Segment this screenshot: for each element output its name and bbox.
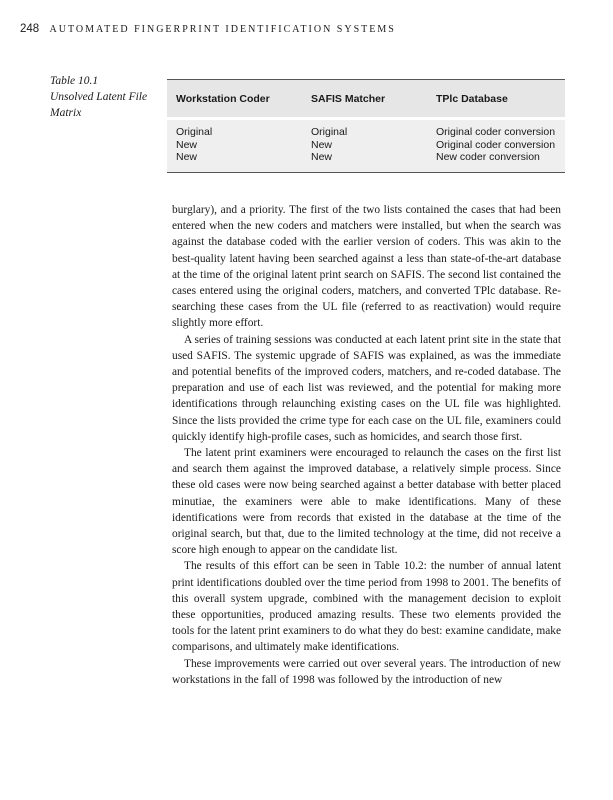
table-caption-line-2: Matrix (50, 107, 82, 119)
table-header-row (167, 79, 565, 117)
table-cell: Original coder conversion (436, 138, 556, 151)
table-row (167, 151, 565, 164)
table-row (167, 139, 565, 152)
paragraph: These improvements were carried out over several years. The introduction of new workstations in the fall of 1998 was followed by the introduction of new (172, 657, 561, 686)
table-cell: New (311, 151, 333, 163)
table-row (167, 126, 565, 139)
table-cell: New (311, 138, 333, 151)
paragraph: A series of training sessions was conducted at each latent print site in the state that used SAFIS. The systemic upgrade of SAFIS was explained, as was the immediate and potential benefits of the improved coders, matchers, and re-coded database. The preparation and use of each list was reviewed, and the potential for making more identifications through relaunching existing cases on the UL file was highlighted. Since the lists provided the crime type for each case on the UL file, examiners could quickly identify high-profile cases, such as homicides, and search those first. (172, 333, 561, 443)
table-body (167, 120, 565, 173)
table-cell: Original (176, 126, 213, 138)
paragraph: The latent print examiners were encouraged to relaunch the cases on the first list and search them against the improved database, a relatively simple process. Since these old cases were now being searched against a better database with better placed minutiae, the examiners were able to make identifications. Many of these identifications were from records that existed in the database at the time of the original search, but that, due to the limited technology at the time, did not receive a score high enough to appear on the candidate list. (172, 447, 561, 557)
paragraph: burglary), and a priority. The first of the two lists contained the cases that had been entered when the new coders and matchers were installed, but when the search was against the database coded with the earlier version of coders. This was akin to the best-quality latent having been searched against a less than state-of-the-art database at the time of the original latent print search on SAFIS. The second list contained the cases entered using the original coders, matchers, and converted TPlc database. Re-searching these cases from the UL file (referred to as reactivation) would require slightly more effort. (172, 204, 561, 330)
table-cell: New (176, 151, 198, 163)
column-header: SAFIS Matcher (311, 92, 386, 105)
table-caption-line-1: Unsolved Latent File (50, 91, 148, 103)
latent-file-matrix-table (167, 79, 565, 173)
table-cell: New coder conversion (436, 151, 540, 163)
running-head (20, 23, 396, 35)
table-cell: New (176, 138, 198, 151)
paragraph: The results of this effort can be seen in Table 10.2: the number of annual latent print identifications doubled over the time period from 1998 to 2001. The benefits of this overall system upgrade, combined with the management decision to exploit these opportunities, produced amazing results. These two elements provided the tools for the latent print examiners to do what they do best: examine candidate, make comparisons, and ultimately make identifications. (172, 560, 561, 654)
table-cell: Original coder conversion (436, 126, 556, 138)
body-text (172, 202, 561, 688)
table-cell: Original (311, 126, 348, 138)
table-label: Table 10.1 (50, 75, 99, 87)
column-header: TPlc Database (436, 92, 508, 105)
table-caption (50, 73, 160, 121)
page-number: 248 (20, 23, 40, 35)
column-header: Workstation Coder (176, 92, 270, 105)
running-title: AUTOMATED FINGERPRINT IDENTIFICATION SYSTEMS (49, 24, 396, 35)
